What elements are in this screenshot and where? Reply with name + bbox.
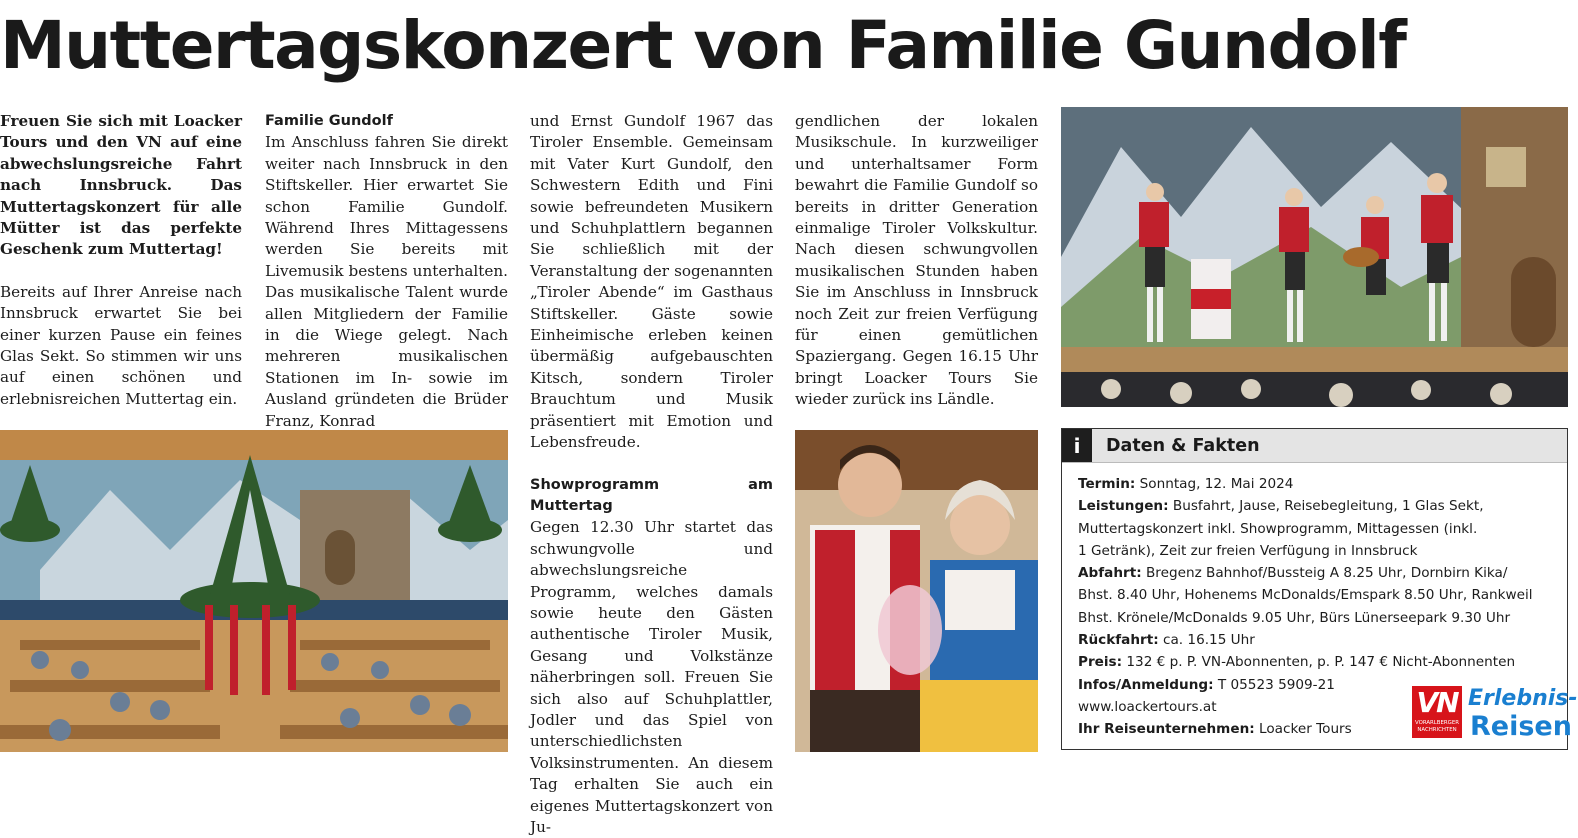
body-paragraph: und Ernst Gundolf 1967 das Tiroler Ensemble. Gemeinsam mit Vater Kurt Gundolf, den Schwestern Edith und Fini sowie befreundeten Musikern und Schuhplattlern begannen Sie schließlich mit der Veranstaltung der sogenannten „Tiroler Abende“ im Gasthaus Stiftskeller. Gäste sowie Einheimische erleben keinen übermäßig aufgebauschten Kitsch, sondern Tiroler Brauchtum und Musik präsentiert mit Emotion und Lebensfreude. [530, 112, 773, 452]
subheading-showprogramm: Showprogramm am Muttertag [530, 476, 773, 514]
logo-erlebnis: Erlebnis- [1468, 686, 1578, 711]
facts-rueckfahrt [1078, 629, 1567, 651]
preis-value: 132 € p. P. VN-Abonnenten, p. P. 147 € Nicht-Abonnenten [1126, 654, 1516, 671]
website-link[interactable]: www.loackertours.at [1078, 698, 1217, 715]
facts-abfahrt [1078, 562, 1567, 584]
vn-logo-subtitle-2: NACHRICHTEN [1417, 727, 1457, 733]
intro-paragraph: Freuen Sie sich mit Loacker Tours und den VN auf eine abwechslungsreiche Fahrt nach Innsbruck. Das Muttertagskonzert für alle Mütter ist das perfekte Geschenk zum Muttertag! [0, 112, 242, 259]
infos-label: Infos/Anmeldung: [1078, 676, 1214, 693]
facts-leistungen-line-2: Muttertagskonzert inkl. Showprogramm, Mittagessen (inkl. [1078, 520, 1478, 537]
stage-performance-photo [1061, 107, 1568, 407]
abfahrt-value: Bregenz Bahnhof/Bussteig A 8.25 Uhr, Dornbirn Kika/ [1145, 565, 1508, 582]
body-paragraph: gendlichen der lokalen Musikschule. In kurzweiliger und unterhaltsamer Form bewahrt die Familie Gundolf so bereits in dritter Generation einmalige Tiroler Volkskultur. Nach diesen schwungvollen musikalischen Stunden haben Sie im Anschluss in Innsbruck noch Zeit zur freien Verfügung für einen gemütlichen Spaziergang. Gegen 16.15 Uhr bringt Loacker Tours Sie wieder zurück ins Ländle. [795, 112, 1038, 409]
info-icon: i [1062, 429, 1092, 462]
body-paragraph: Bereits auf Ihrer Anreise nach Innsbruck erwartet Sie bei einer kurzen Pause ein feines Glas Sekt. So stimmen wir uns auf einen schönen und erlebnisreichen Muttertag ein. [0, 282, 242, 408]
body-paragraph: Im Anschluss fahren Sie direkt weiter nach Innsbruck in den Stiftskeller. Hier erwartet Sie schon Familie Gundolf. Während Ihres Mittagessens werden Sie bereits mit Livemusik bestens unterhalten. Das musikalische Talent wurde allen Mitgliedern der Familie in die Wiege gelegt. Nach mehreren musikalischen Stationen im In- sowie im Ausland gründeten die Brüder Franz, Konrad [265, 133, 508, 430]
leistungen-label: Leistungen: [1078, 498, 1169, 515]
article-column-4 [795, 111, 1038, 411]
leistungen-value: Busfahrt, Jause, Reisebegleitung, 1 Glas Sekt, [1172, 498, 1484, 515]
vn-logo-subtitle [1414, 720, 1460, 734]
facts-leistungen [1078, 495, 1567, 517]
termin-value: Sonntag, 12. Mai 2024 [1139, 476, 1294, 492]
rueckfahrt-value: ca. 16.15 Uhr [1162, 632, 1255, 649]
headline: Muttertagskonzert von Familie Gundolf [0, 7, 1406, 84]
concert-hall-photo [0, 430, 508, 752]
vn-logo-subtitle-1: VORARLBERGER [1415, 720, 1459, 726]
facts-leistungen-line-3: 1 Getränk), Zeit zur freien Verfügung in Innsbruck [1078, 542, 1418, 559]
logo-reisen: Reisen [1470, 711, 1572, 742]
article-column-3 [530, 111, 773, 838]
unternehmen-label: Ihr Reiseunternehmen: [1078, 721, 1255, 738]
facts-termin [1078, 473, 1567, 495]
vn-erlebnis-reisen-logo [1412, 686, 1578, 744]
article-column-2 [265, 111, 508, 432]
facts-preis [1078, 651, 1567, 673]
facts-abfahrt-line-2: Bhst. 8.40 Uhr, Hohenems McDonalds/Emspark 8.50 Uhr, Rankweil [1078, 587, 1533, 604]
facts-header [1062, 429, 1567, 463]
preis-label: Preis: [1078, 654, 1123, 671]
facts-abfahrt-line-3: Bhst. Krönele/McDonalds 9.05 Uhr, Bürs Lünerseepark 9.30 Uhr [1078, 609, 1511, 626]
singer-with-mother-photo [795, 430, 1038, 752]
unternehmen-value: Loacker Tours [1259, 721, 1352, 738]
subheading-familie-gundolf: Familie Gundolf [265, 113, 393, 129]
abfahrt-label: Abfahrt: [1078, 565, 1142, 582]
article-column-1 [0, 111, 242, 410]
facts-title: Daten & Fakten [1106, 435, 1260, 456]
termin-label: Termin: [1078, 476, 1136, 492]
vn-logo-letters: VN [1416, 686, 1458, 719]
phone-number[interactable]: T 05523 5909-21 [1217, 676, 1335, 693]
rueckfahrt-label: Rückfahrt: [1078, 632, 1159, 649]
body-paragraph: Gegen 12.30 Uhr startet das schwungvolle und abwechslungsreiche Programm, welches damals sowie heute den Gästen authentische Tiroler Musik, Gesang und Volkstänze näherbringen soll. Freuen Sie sich also auf Schuhplattler, Jodler und das Spiel von unterschiedlichsten Volksinstrumenten. An diesem Tag erhalten Sie auch ein eigenes Muttertagskonzert von Ju- [530, 518, 773, 836]
vn-logo-box [1412, 686, 1462, 738]
